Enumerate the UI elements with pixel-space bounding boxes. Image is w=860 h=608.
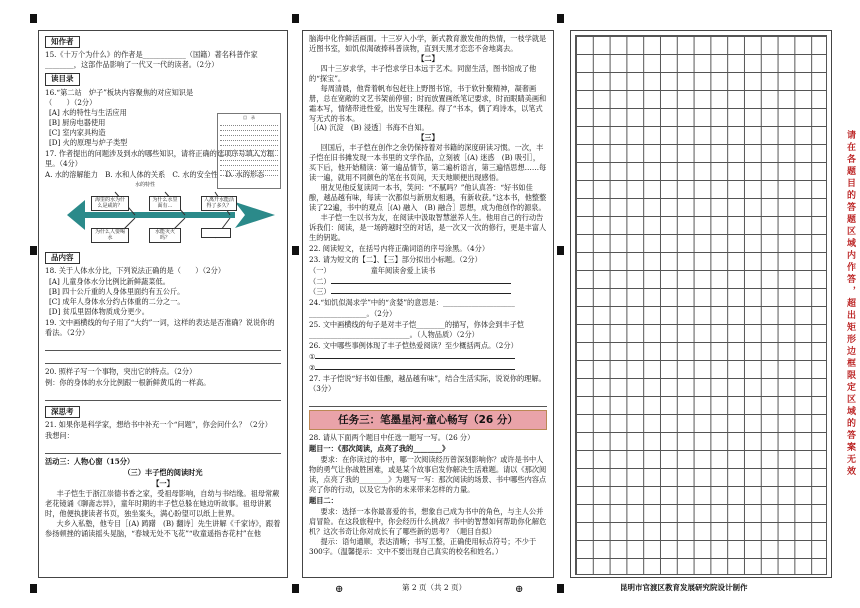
passage-paragraph: 回国后，丰子恺在创作之余仍保持着对书籍的深度研读习惯。一次，丰子恺在旧书摊发现一本书里的文学作品，立刻被［(A) 迷惑 (B) 吸引］，买下后，他开始精读：第一遍品情节，第二遍析语言，第三遍悟思想……每读一遍，就用不同颜色的笔在书页间，天天地顺便出现感悟。 [309,143,547,183]
subtitle-label: （三） [309,287,331,297]
subtitle-label: （一） [309,265,331,275]
topic-one-requirement: 要求：在你读过的书中，哪一次阅读经历曾深刻影响你？或许是书中人物的勇气让你战胜困难，或是某个故事启发你解决生活难题。请以《那次阅读，点亮了我的________》为题写一写：那次阅读的场景、书中哪些内容点亮了你的行动，以及它为你的未来带来怎样的力量。 [309,455,547,494]
page-number: 第 2 页（共 2 页） [402,583,467,592]
option-d[interactable]: [D] 火的原理与炉子类型 [49,138,128,148]
activity-subtitle: （三）丰子恺的阅读时光 [123,467,203,477]
option-b[interactable]: [B] 厨房电器使用 [49,118,106,128]
question-21[interactable]: 21. 如果你是科学家，想给书中补充一个“问题”，你会问什么？（2分） [45,420,272,430]
question-18[interactable]: 18. 关于人体水分比，下列说法正确的是（ ）（2分） [45,266,226,276]
left-column [38,30,288,578]
question-26[interactable]: 26. 文中哪些事例体现了丰子恺热爱阅读？至少概括两点。（2分） [309,341,518,351]
activity-title: 活动三：人物心窗（15分） [45,457,135,466]
task-banner: 任务三：笔墨星河·童心畅写（26 分） [309,410,547,430]
blank[interactable] [331,277,511,284]
side-notice: 请在各题目的答题区域内作答，超出矩形边框限定区域的答案无效 [845,130,855,478]
question-20-example: 例：你的身体的水分比例跟一根新鲜黄瓜的一样高。 [45,377,211,387]
option-c[interactable]: [C] 成年人身体水分约占体重的二分之一。 [49,297,185,307]
question-17-options: A. 水的溶解能力 B. 水和人体的关系 C. 水的安全性 D. 水的形态 [45,170,265,180]
passage-paragraph: 脑海中化作鲜活画面。十三岁入小学，新式教育激发他的热情，一枝学就是近图书室，如饥似渴破捧科普读物，直到天黑才恋恋不舍地离去。 [309,34,547,53]
footer-maker: 昆明市官渡区教育发展研究院设计制作 [620,583,748,592]
option-b[interactable]: [B] 四十公斤重的人身体里面约有五公斤。 [49,287,185,297]
fish-box-1: 海里的水为什么是咸的？ [91,196,129,211]
question-23[interactable]: 23. 请为短文的【二】、【三】部分拟出小标题。（2分） [309,254,482,264]
fish-box-4: 为什么人要喝水 [91,228,129,243]
question-19[interactable]: 19. 文中画横线的句子用了“大约”一词，这样的表达是否准确？说说你的看法。（2分） [45,318,275,337]
question-16[interactable]: 16.“第二站 炉子”板块内容聚焦的对应知识是（ ）（2分） [45,87,194,107]
answer-2[interactable] [309,363,547,373]
registration-mark [557,246,564,255]
crosshair-icon: ⊕ [335,584,344,595]
fishbone-diagram [45,182,281,248]
subtitle-1 [309,266,547,276]
question-21-prompt: 我想问： [45,431,74,441]
topic-one: 题目一：《那次阅读，点亮了我的________》 [309,444,450,454]
fish-box-5: 水能灭火吗？ [149,228,181,243]
part-label: 【一】 [152,478,174,488]
toc-title: 目 录 [243,115,255,120]
passage-paragraph: 每周清晨，他背着帆布包赶往上野图书馆，书于软针聚精神，凝奢画册，总在宽敞的文艺书架前停留；时而放置画纸笔记要求，时而眼睛美画和霜本写，情绪带进性爱，出发写生课程。得了“书本，偶了鸡诗本，以笔式写无式的书本。 [309,83,547,123]
question-22[interactable]: 22. 阅读短文，在括号内将正确词语的序号涂黑。（4分） [309,243,490,253]
question-24-cont[interactable]: ________________。（2分） [309,309,397,319]
answer-label: ② [309,363,316,372]
answer-line[interactable] [309,397,547,407]
passage-paragraph: 丰子恺一生以书为友，在阅读中汲取智慧滋养人生。他用自己的行动告诉我们：阅读，是一场跨越时空的对话，是一次又一次的修行，更是丰富人生的钥匙。 [309,212,547,242]
option-d[interactable]: [D] 贫瓜里固体物质成分更少。 [49,307,149,317]
fish-box-3: 人离开水能活得了多久？ [201,196,237,211]
registration-mark [292,584,299,593]
registration-mark [292,246,299,255]
question-25[interactable]: 25. 文中画横线的句子是对丰子恺________的描写，你体会到丰子恺____________________________。（人物品质）（2分） [309,320,524,340]
answer-1[interactable] [309,352,547,362]
passage-paragraph: 四十三岁求学，丰子恺求学日本远于艺术。同窗生活，图书馆成了他的“探宝”。 [309,63,537,83]
fish-answer-box[interactable] [201,228,231,238]
registration-mark [30,14,37,23]
composition-grid[interactable] [575,35,827,575]
table-of-contents-image [217,113,281,189]
word-choice[interactable]: ［(A) 沉淀 (B) 浸透］书海不自知。 [309,123,429,133]
fish-title: 水的特性 [115,182,175,190]
question-15[interactable]: 15.《十万个为什么》的作者是____________（国籍）著名科普作家________，这部作品影响了一代又一代的读者。（2分） [45,50,258,70]
registration-mark [557,584,564,593]
composition-grid-area[interactable] [570,30,832,578]
answer-line[interactable] [45,341,281,351]
part-label: 【三】 [417,133,439,143]
question-20[interactable]: 20. 照样子写一个事物，突出它的特点。（2分） [45,366,197,376]
subtitle-label: （二） [309,276,331,286]
section-label: 知作者 [45,36,80,48]
section-label: 读目录 [45,73,80,85]
blank[interactable] [331,287,511,294]
answer-line[interactable] [45,354,281,364]
option-c[interactable]: [C] 室内家具构造 [49,128,106,138]
section-label: 品内容 [45,252,80,264]
writing-tips: 提示：语句通顺，表达清晰；书写工整，正确使用标点符号；不少于300字。（温馨提示：文中不要出现自己真实的校名和姓名。） [309,536,537,556]
fish-box-2: 为什么水里面有… [149,196,181,211]
section-label: 深思考 [45,406,80,418]
option-a[interactable]: [A] 儿童身体水分比例比新鲜蔬菜低。 [49,277,170,287]
registration-mark [30,246,37,255]
question-28[interactable]: 28. 请从下面两个题目中任选一题写一写。（26 分） [309,433,475,443]
topic-two-requirement: 要求：选择一本你最喜爱的书，想象自己成为书中的角色，与主人公并肩冒险。在这段旅程中，你会经历什么挑战？书中的智慧如何帮助你化解危机？这次书奇让你对成长有了哪些新的思考？（题目自拟） [309,506,547,536]
subtitle-answer: 童年阅读舍爱上读书 [370,265,436,275]
option-a[interactable]: [A] 水的特性与生活应用 [49,108,127,118]
topic-two: 题目二： [309,495,338,505]
question-27[interactable]: 27. 丰子恺说“好书如佳酿，越品越有味”，结合生活实际，说说你的理解。（3分） [309,373,546,393]
answer-line[interactable] [45,444,281,454]
answer-label: ① [309,352,316,362]
middle-column [302,30,554,578]
subtitle-2[interactable] [309,277,547,287]
question-17[interactable]: 17. 作者提出的问题涉及到水的哪些知识，请将正确的选项序号填入方框里。（4分） [45,149,275,169]
passage-paragraph: 朋友见他反复读同一本书，笑问：“不腻吗？”他认真答：“好书如佳酿，越品越有味，每读一次都似与新朋友相遇，有新收获。”这本书，他整整读了22遍，书中的观点［(A) 融入 (B) 融合］思想，成为他创作的源泉。 [309,183,547,212]
subtitle-3[interactable] [309,287,547,297]
registration-mark [30,584,37,593]
passage-paragraph: 大乡入私塾，他专目［(A) 踌躇 (B) 翻诗］先生讲解《千家诗》，跟着参扬顿挫的诵读摇头晃脑，“春城无处不飞花”“收童遥指杏花村”在他 [45,518,281,538]
blank[interactable] [315,363,515,370]
crosshair-icon: ⊕ [515,584,524,595]
registration-mark [292,14,299,23]
answer-line[interactable] [45,391,281,401]
registration-mark [557,14,564,23]
blank[interactable] [315,352,515,359]
passage-paragraph: 丰子恺生于浙江崇德书香之家，受祖母影响，自幼与书结缘。祖母常蕨老花镜诵《聊斋志异》，童年时期的丰子恺总躲在她边听故事。祖母讲累时，他便执捷读者书页，独坐案头，满心盼望可以纸上世界。 [45,488,280,518]
question-24[interactable]: 24.“如饥似渴求学”中的“贪婪”的意思是：____________________ [309,298,515,308]
part-label: 【二】 [417,53,439,63]
